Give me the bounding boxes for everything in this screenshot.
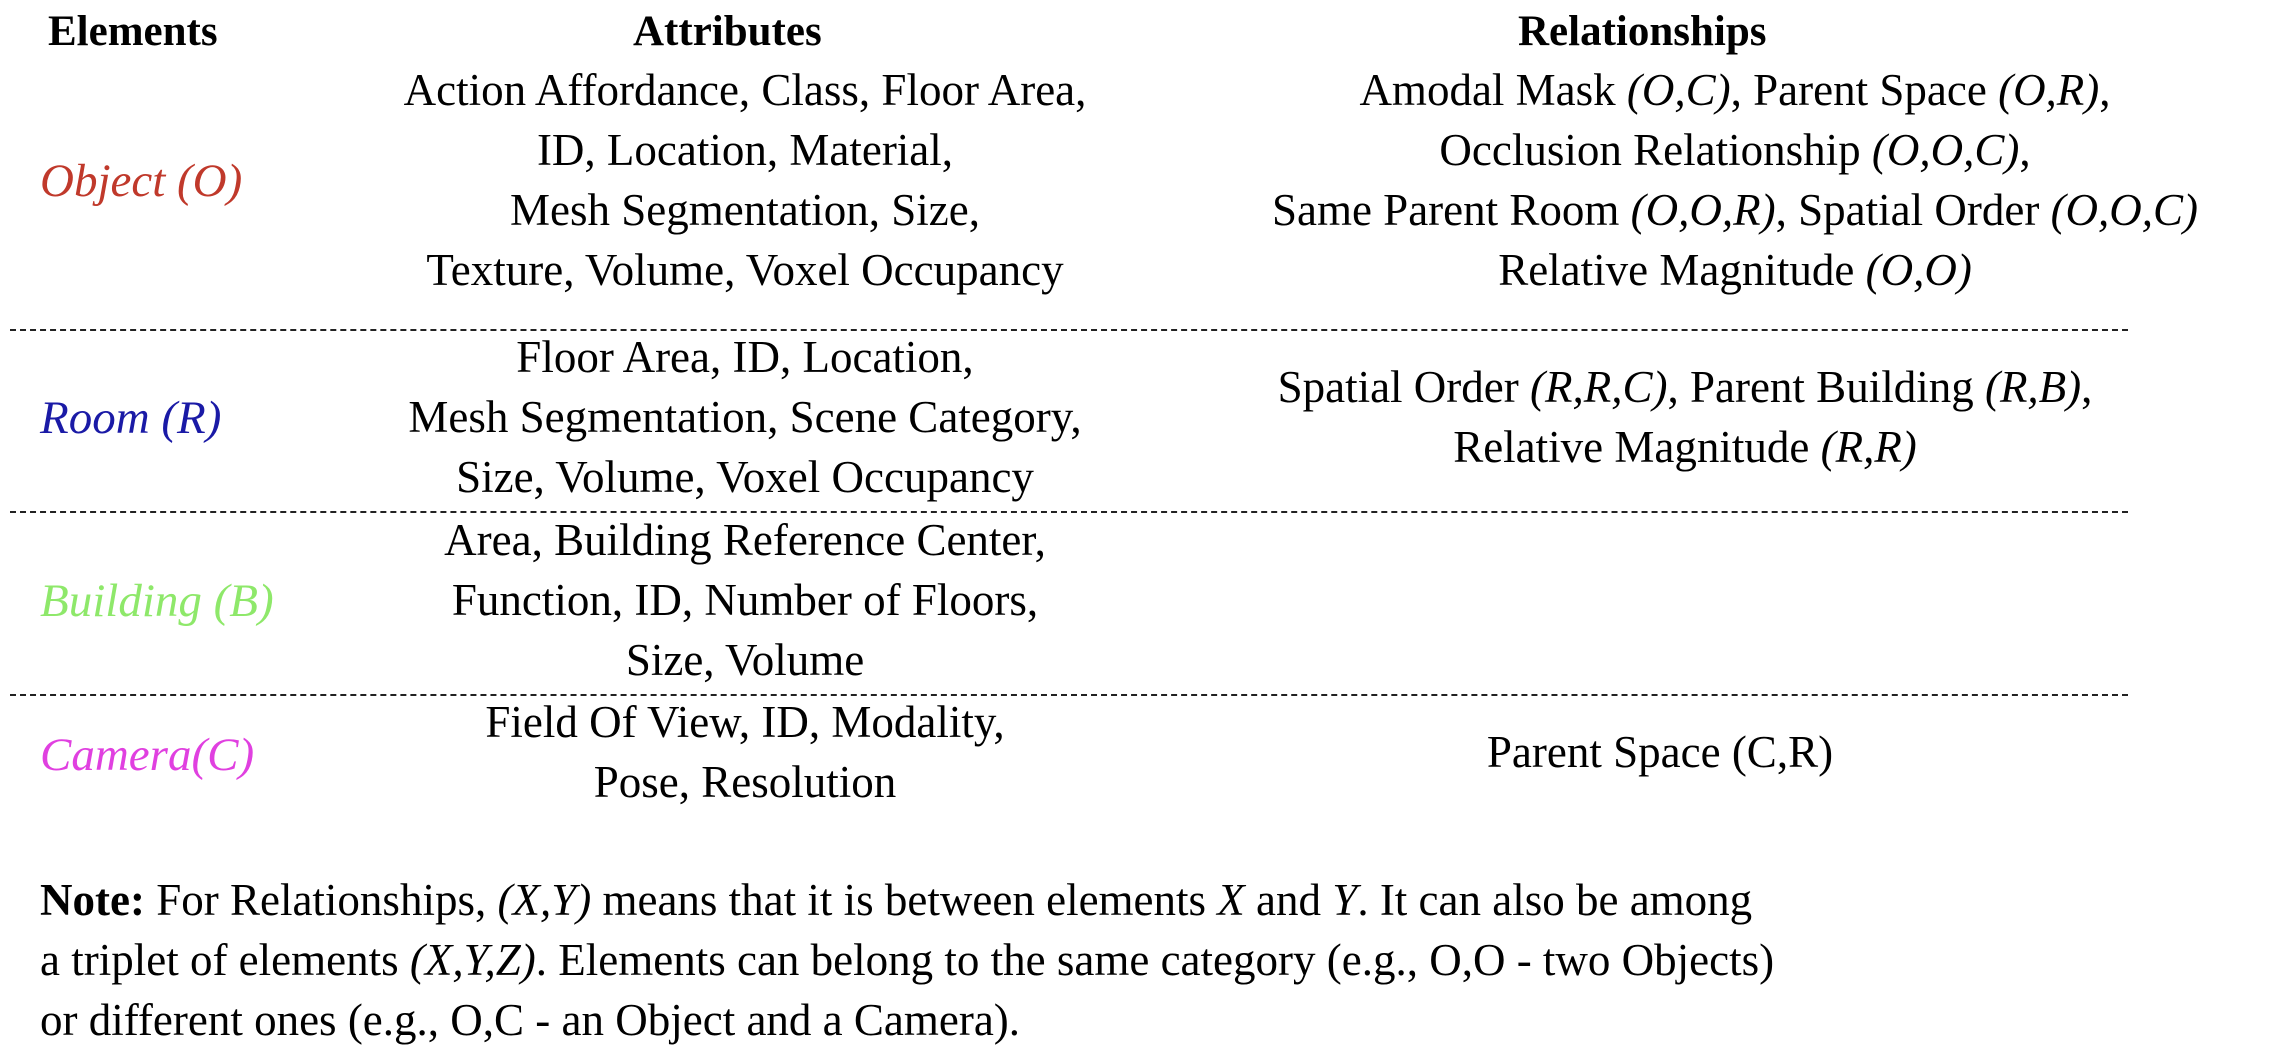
element-object: Object (O) xyxy=(40,155,243,207)
cell-line: Floor Area, ID, Location, xyxy=(516,332,974,382)
header-attributes: Attributes xyxy=(633,8,822,55)
cell-line: Size, Volume, Voxel Occupancy xyxy=(456,452,1034,502)
note-label: Note: xyxy=(40,875,145,925)
relationships-camera xyxy=(1225,722,2095,782)
element-camera: Camera(C) xyxy=(40,729,255,781)
element-room: Room (R) xyxy=(40,392,222,444)
cell-line: Amodal Mask (O,C), Parent Space (O,R), xyxy=(1359,65,2111,115)
attributes-camera xyxy=(330,692,1160,812)
cell-line: Occlusion Relationship (O,O,C), xyxy=(1439,125,2031,175)
cell-line: Relative Magnitude (O,O) xyxy=(1498,245,1972,295)
element-building: Building (B) xyxy=(40,575,274,627)
cell-line: Same Parent Room (O,O,R), Spatial Order (O,O,C) xyxy=(1271,185,2199,235)
cell-line: ID, Location, Material, xyxy=(536,125,954,175)
cell-line: Size, Volume xyxy=(625,635,865,685)
cell-line: Texture, Volume, Voxel Occupancy xyxy=(426,245,1064,295)
relationships-object xyxy=(1225,60,2245,300)
attributes-object xyxy=(330,60,1160,300)
note-line xyxy=(40,990,2220,1050)
cell-line: Function, ID, Number of Floors, xyxy=(451,575,1039,625)
table-note xyxy=(40,870,2220,1050)
cell-line: Spatial Order (R,R,C), Parent Building (R,B), xyxy=(1277,362,2093,412)
note-line xyxy=(40,870,2220,930)
header-relationships: Relationships xyxy=(1518,8,1767,55)
cell-line: Field Of View, ID, Modality, xyxy=(485,697,1005,747)
note-text: For Relationships, (X,Y) means that it is between elements X and Y. It can also be among xyxy=(144,875,1753,925)
relationships-room xyxy=(1225,357,2145,477)
cell-line: Area, Building Reference Center, xyxy=(444,515,1046,565)
header-elements: Elements xyxy=(48,8,218,55)
cell-line: Mesh Segmentation, Size, xyxy=(510,185,980,235)
cell-line: Action Affordance, Class, Floor Area, xyxy=(403,65,1087,115)
note-text: or different ones (e.g., O,C - an Object and a Camera). xyxy=(40,995,1021,1045)
attributes-building xyxy=(330,510,1160,690)
note-line xyxy=(40,930,2220,990)
cell-line: Pose, Resolution xyxy=(593,757,897,807)
cell-line: Relative Magnitude (R,R) xyxy=(1453,422,1917,472)
note-text: a triplet of elements (X,Y,Z). Elements can belong to the same category (e.g., O,O - two Objects) xyxy=(40,935,1775,985)
cell-line: Parent Space (C,R) xyxy=(1486,727,1834,777)
cell-line: Mesh Segmentation, Scene Category, xyxy=(408,392,1082,442)
attributes-room xyxy=(330,327,1160,507)
